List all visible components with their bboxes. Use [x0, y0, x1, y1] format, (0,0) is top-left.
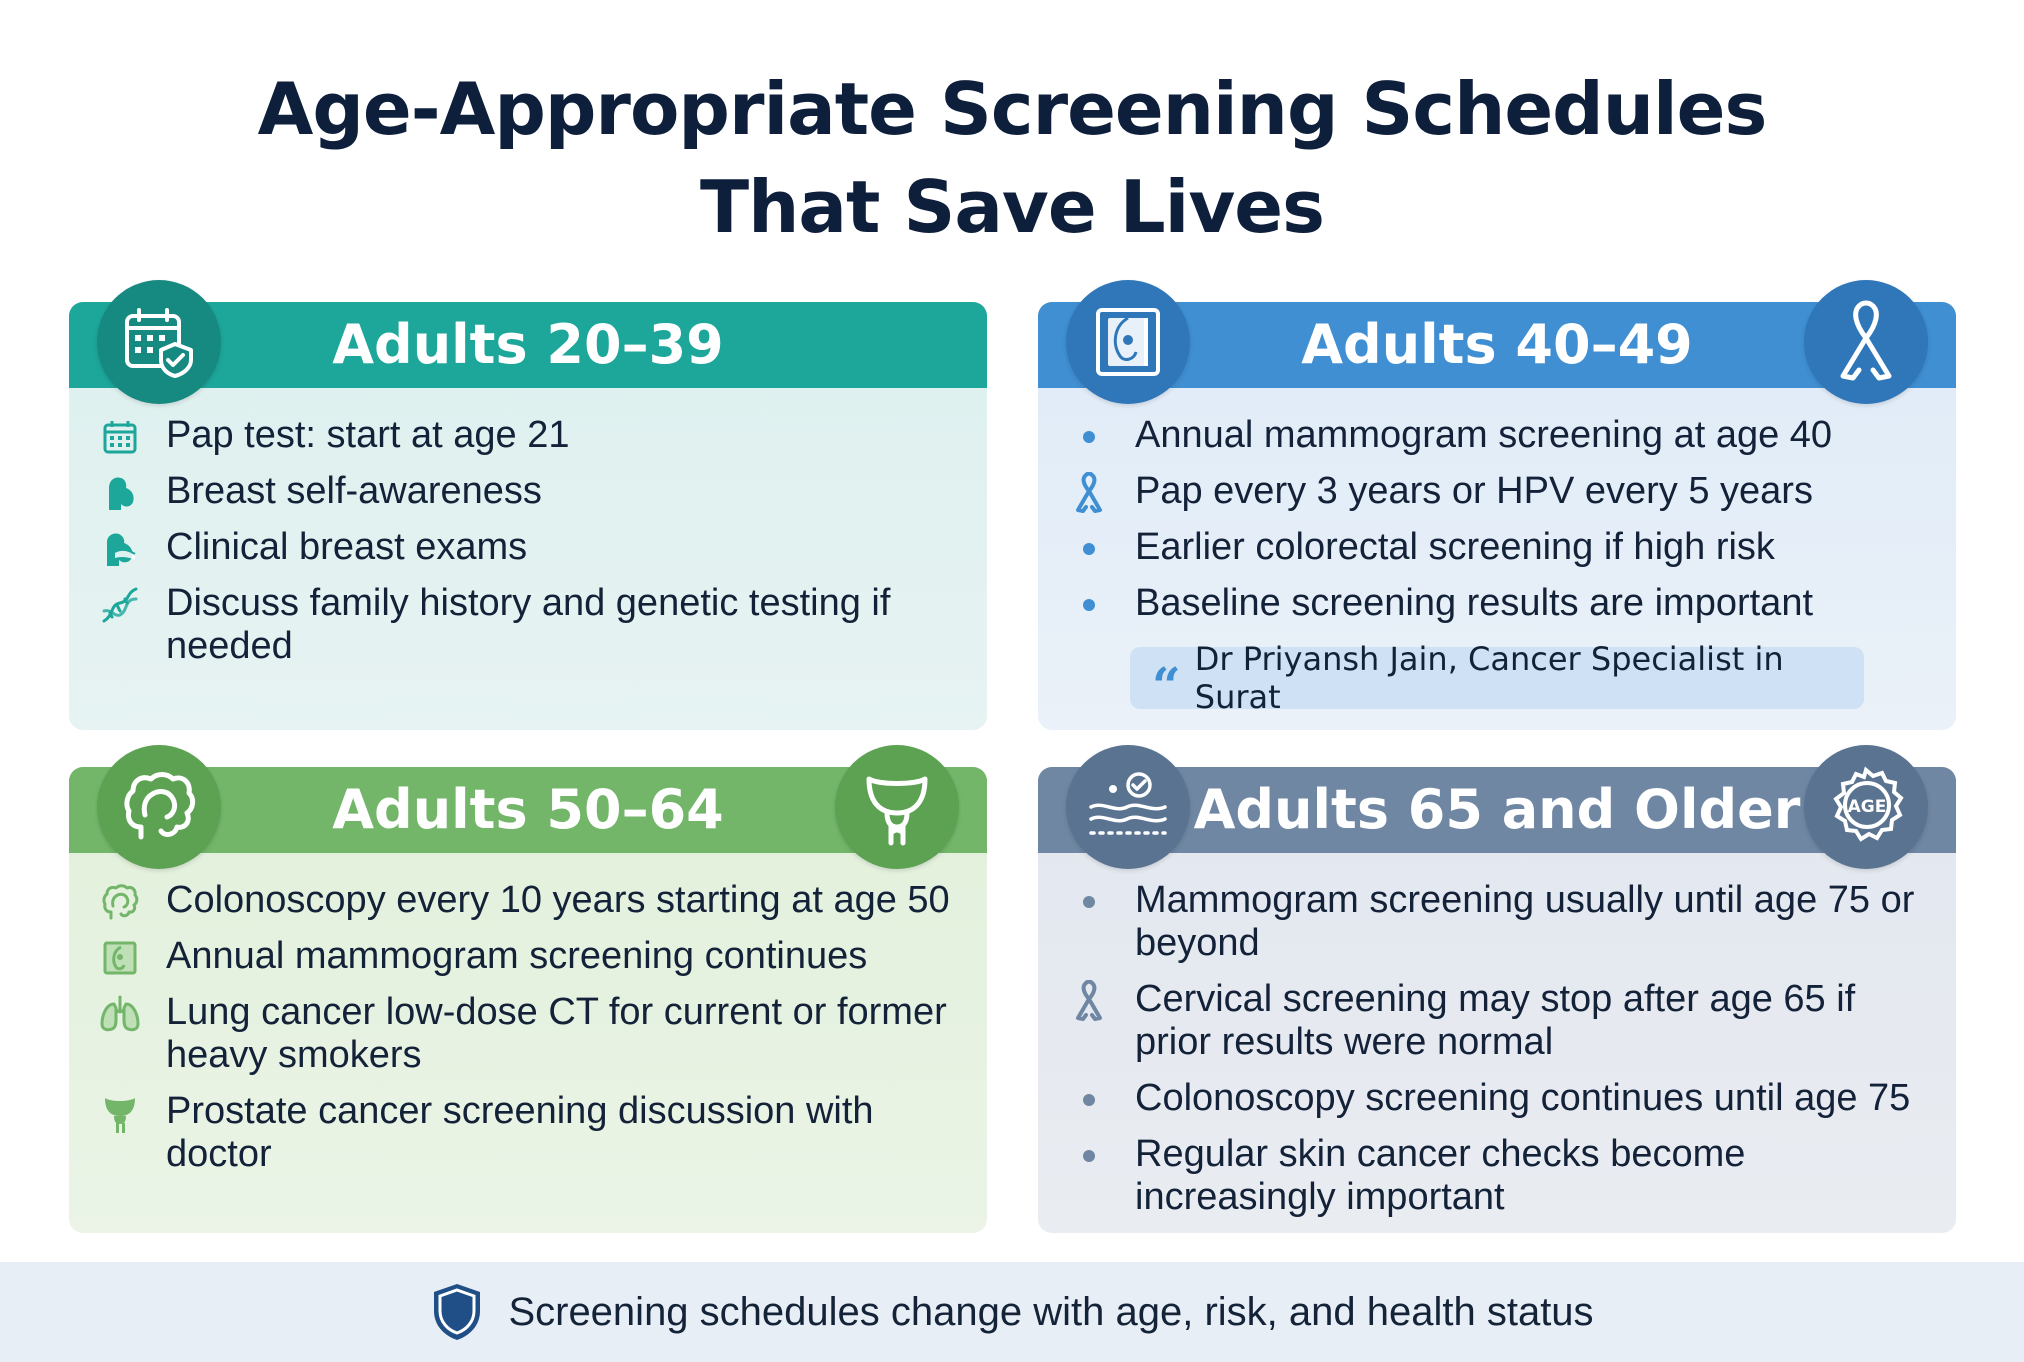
list-item	[69, 879, 987, 922]
lungs-icon	[99, 993, 141, 1035]
bullet-icon	[1068, 528, 1110, 570]
list-item	[1038, 879, 1956, 965]
skin-check-icon	[1066, 745, 1190, 869]
colon-icon	[99, 881, 141, 923]
age-seal-icon	[1804, 745, 1928, 869]
list-item-text: Pap test: start at age 21	[166, 414, 570, 456]
list-item-text: Earlier colorectal screening if high risk	[1135, 526, 1775, 568]
footer-text: Screening schedules change with age, risk, and health status	[508, 1289, 1594, 1334]
list-item-text: Clinical breast exams	[166, 526, 528, 568]
page-title	[0, 60, 2024, 256]
mammogram-icon	[99, 937, 141, 979]
bullet-icon	[1068, 584, 1110, 626]
ribbon-icon	[1068, 472, 1110, 514]
page-title-line-1: Age-Appropriate Screening Schedules	[257, 67, 1767, 151]
footer-banner	[0, 1262, 2024, 1362]
ribbon-icon	[1804, 280, 1928, 404]
panel-heading: Adults 20–39	[332, 313, 724, 376]
page-title-line-2: That Save Lives	[700, 165, 1324, 249]
panel-adults-65-and-older	[1038, 767, 1956, 1233]
bullet-icon	[1068, 1135, 1110, 1177]
bullet-icon	[1068, 881, 1110, 923]
panel-heading: Adults 50–64	[332, 778, 724, 841]
list-item	[1038, 526, 1956, 569]
panel-list	[1038, 414, 1956, 638]
panel-list	[69, 414, 987, 681]
list-item-text: Prostate cancer screening discussion with doctor	[166, 1090, 874, 1175]
quote-attribution	[1130, 640, 1864, 716]
panel-adults-50-64	[69, 767, 987, 1233]
list-item	[1038, 1077, 1956, 1120]
list-item	[1038, 978, 1956, 1064]
panel-adults-40-49	[1038, 302, 1956, 730]
list-item-text: Annual mammogram screening continues	[166, 935, 868, 977]
prostate-icon	[99, 1092, 141, 1134]
breast-icon	[99, 472, 141, 514]
age-seal-text: AGE	[1847, 797, 1887, 817]
list-item	[1038, 1133, 1956, 1219]
calendar-shield-icon	[97, 280, 221, 404]
list-item	[69, 414, 987, 457]
panel-adults-20-39	[69, 302, 987, 730]
list-item-text: Regular skin cancer checks become increasingly important	[1135, 1133, 1746, 1218]
list-item	[69, 582, 987, 668]
quote-mark-icon: “	[1152, 656, 1181, 715]
list-item	[69, 935, 987, 978]
hand-breast-icon	[99, 528, 141, 570]
panel-heading: Adults 40–49	[1301, 313, 1693, 376]
list-item-text: Pap every 3 years or HPV every 5 years	[1135, 470, 1813, 512]
list-item-text: Discuss family history and genetic testing if needed	[166, 582, 891, 667]
list-item	[69, 1090, 987, 1176]
calendar-icon	[99, 416, 141, 458]
list-item-text: Colonoscopy screening continues until age 75	[1135, 1077, 1911, 1119]
list-item	[69, 991, 987, 1077]
bullet-icon	[1068, 416, 1110, 458]
list-item	[1038, 414, 1956, 457]
list-item	[1038, 582, 1956, 625]
list-item	[69, 470, 987, 513]
list-item	[69, 526, 987, 569]
quote-text: Dr Priyansh Jain, Cancer Specialist in Surat	[1194, 640, 1784, 716]
bullet-icon	[1068, 1079, 1110, 1121]
list-item-text: Cervical screening may stop after age 65 if prior results were normal	[1135, 978, 1856, 1063]
ribbon-icon	[1068, 980, 1110, 1022]
panel-list	[69, 879, 987, 1189]
list-item-text: Annual mammogram screening at age 40	[1135, 414, 1833, 456]
list-item	[1038, 470, 1956, 513]
mammogram-icon	[1066, 280, 1190, 404]
list-item-text: Breast self-awareness	[166, 470, 542, 512]
panel-heading: Adults 65 and Older	[1193, 778, 1801, 841]
list-item-text: Mammogram screening usually until age 75 or beyond	[1135, 879, 1915, 964]
list-item-text: Colonoscopy every 10 years starting at age 50	[166, 879, 950, 921]
list-item-text: Lung cancer low-dose CT for current or former heavy smokers	[166, 991, 947, 1076]
list-item-text: Baseline screening results are important	[1135, 582, 1814, 624]
colon-icon	[97, 745, 221, 869]
panel-list	[1038, 879, 1956, 1232]
dna-icon	[99, 584, 141, 626]
shield-icon	[430, 1281, 484, 1343]
prostate-icon	[835, 745, 959, 869]
